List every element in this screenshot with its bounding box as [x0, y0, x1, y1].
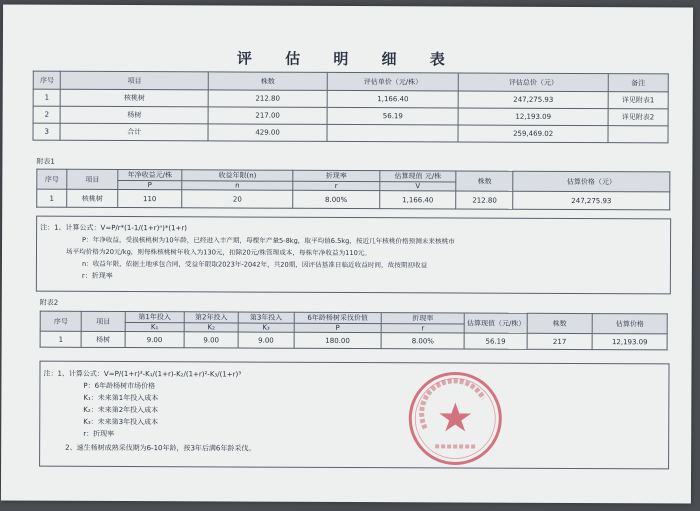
- header-cell: 第2年投入: [184, 312, 238, 323]
- symbol-cell: K₂: [184, 323, 238, 332]
- appendix2-table: [40, 311, 668, 351]
- symbol-cell: r: [293, 181, 379, 190]
- header-cell: 年净收益元/株: [118, 169, 182, 180]
- cell: 合计: [60, 123, 208, 141]
- cell: 详见附表2: [608, 109, 668, 126]
- header-cell: 序号: [37, 169, 67, 189]
- header-cell: 株数: [527, 313, 593, 333]
- table-row: [33, 123, 668, 143]
- table-row: [40, 331, 667, 350]
- cell: 56.19: [327, 107, 458, 125]
- cell: 1,166.40: [379, 191, 456, 209]
- cell: 247,275.93: [513, 191, 670, 210]
- cell: 259,469.02: [458, 125, 608, 143]
- note-line: 2、速生杨树成熟采伐期为6-10年龄，按3年后满6年龄采伐。: [65, 443, 256, 453]
- symbol-cell: P: [118, 180, 182, 189]
- appendix2-label: 附表2: [39, 298, 59, 307]
- note-line: r：折现率: [83, 429, 115, 438]
- cell: 核桃树: [61, 89, 209, 107]
- page-title: 评 估 明 细 表: [236, 49, 459, 69]
- main-header-cell: 评估单价（元/株）: [327, 72, 458, 91]
- cell: 56.19: [464, 333, 526, 349]
- header-cell: 估算现值（元/株）: [464, 313, 526, 333]
- cell: 8.00%: [381, 333, 464, 349]
- cell: 429.00: [208, 124, 327, 142]
- note-line: 注：1、计算公式：V=P/(1+r)³-K₁/(1+r)-K₂/(1+r)²-K₃/(1+r)³: [43, 369, 242, 379]
- appendix1-table: [36, 169, 670, 211]
- note-line: K₂：未来第2年投入成本: [83, 405, 159, 415]
- header-cell: 折现率: [293, 170, 379, 181]
- cell: 杨树: [61, 106, 209, 124]
- cell: 1,166.40: [327, 90, 458, 108]
- main-header-cell: 备注: [608, 74, 668, 92]
- cell: 杨树: [82, 331, 125, 347]
- header-cell: 项目: [82, 311, 125, 331]
- cell: [608, 126, 668, 143]
- cell: 20: [182, 190, 294, 208]
- note-line: P：6年龄杨树市场价格: [83, 381, 156, 391]
- symbol-cell: n: [182, 181, 293, 190]
- cell: 8.00%: [293, 190, 379, 208]
- symbol-cell: r: [381, 324, 464, 333]
- cell: 9.00: [238, 332, 294, 348]
- cell: 12,193.09: [592, 334, 667, 350]
- header-cell: 估算价格: [592, 314, 667, 334]
- note-line: 注：1、计算公式：V=P/r*(1-1/(1+r)ⁿ)*(1+r): [40, 223, 188, 233]
- note-line: n：收益年限，依据土地承包合同，受益年限取2023年-2042年，共20期，因评估基准日临近收益时间，故按期初收益: [81, 259, 428, 270]
- header-cell: 折现率: [381, 313, 464, 324]
- main-table: [32, 71, 668, 144]
- cell: 详见附表1: [608, 92, 668, 109]
- official-seal-icon: [405, 368, 505, 468]
- cell: 核桃树: [67, 189, 118, 207]
- cell: 9.00: [184, 332, 238, 348]
- cell: [327, 124, 458, 142]
- cell: 217: [527, 333, 593, 349]
- symbol-cell: K₃: [238, 323, 294, 332]
- symbol-cell: K₁: [125, 323, 184, 332]
- symbol-cell: V: [379, 182, 456, 191]
- header-cell: 估算价格（元）: [513, 171, 670, 192]
- header-cell: 第3年投入: [238, 312, 294, 323]
- cell: 180.00: [294, 332, 382, 348]
- cell: 1: [37, 189, 67, 207]
- header-cell: 第1年投入: [125, 312, 185, 323]
- symbol-cell: P: [294, 323, 381, 332]
- header-cell: 6年龄杨树采伐价值: [294, 312, 382, 323]
- cell: 217.00: [208, 107, 327, 125]
- note-line: K₁：未来第1年投入成本: [83, 393, 159, 403]
- cell: 247,275.93: [458, 91, 608, 109]
- note-line: P：年净收益，受损核桃树为10年龄，已经进入丰产期，每棵年产量5-8kg，取平均值6.5kg，按近几年核桃价格预测未来核桃市: [82, 235, 455, 246]
- header-cell: 估算现值 元/株: [379, 171, 456, 182]
- note-line: K₃：未来第3年投入成本: [83, 417, 159, 427]
- cell: 212.80: [208, 90, 327, 108]
- header-cell: 项目: [67, 169, 118, 189]
- appendix1-label: 附表1: [36, 157, 55, 166]
- document-sheet: [1, 4, 693, 503]
- main-header-cell: 项目: [61, 71, 209, 90]
- cell: 9.00: [125, 332, 185, 348]
- note-line: r：折现率: [81, 271, 113, 280]
- main-header-cell: 评估总价（元）: [459, 73, 609, 92]
- cell: 1: [33, 89, 61, 106]
- cell: 12,193.09: [458, 108, 608, 126]
- header-cell: 收益年限(n): [182, 170, 293, 181]
- cell: 1: [40, 331, 81, 347]
- table-row: [37, 189, 670, 210]
- header-cell: 序号: [40, 311, 82, 331]
- main-header-cell: 株数: [208, 72, 327, 91]
- cell: 3: [33, 123, 61, 140]
- header-cell: 株数: [456, 171, 513, 191]
- cell: 212.80: [456, 191, 513, 209]
- cell: 110: [118, 189, 182, 207]
- main-header-cell: 序号: [33, 71, 61, 89]
- note-line: 场平均价格为20元/kg，则每株核桃树年收入为130元，扣除20元/株管理成本，每株年净收益为110元。: [65, 247, 371, 258]
- cell: 2: [33, 106, 61, 123]
